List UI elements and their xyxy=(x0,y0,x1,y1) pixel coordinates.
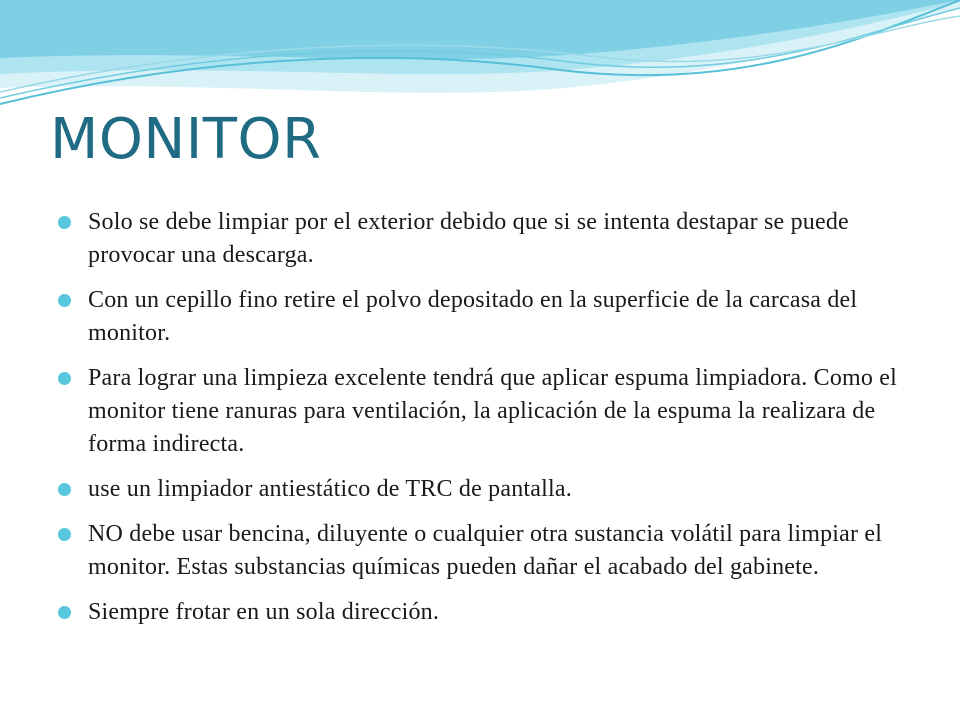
bullet-text-5: NO debe usar bencina, diluyente o cualquier otra sustancia volátil para limpiar el monitor. Estas substancias químicas pueden dañar el acabado del gabinete. xyxy=(88,521,883,580)
bullet-text-2: Con un cepillo fino retire el polvo depositado en la superficie de la carcasa del monitor. xyxy=(88,287,858,346)
bullet-dot-icon xyxy=(58,483,71,496)
bullet-item-2 xyxy=(58,284,908,350)
bullet-item-1 xyxy=(58,206,908,272)
bullet-text-6: Siempre frotar en un sola dirección. xyxy=(88,599,440,625)
bullet-text-3: Para lograr una limpieza excelente tendrá que aplicar espuma limpiadora. Como el monitor tiene ranuras para ventilación, la aplicación de la espuma la realizara de forma indirecta. xyxy=(88,365,898,457)
bullet-dot-icon xyxy=(58,372,71,385)
bullet-dot-icon xyxy=(58,606,71,619)
bullet-item-4 xyxy=(58,473,908,506)
bullet-text-4: use un limpiador antiestático de TRC de pantalla. xyxy=(88,476,572,502)
bullet-item-3 xyxy=(58,362,908,461)
bullet-item-6 xyxy=(58,596,908,629)
header-wave-decoration xyxy=(0,0,960,120)
bullet-text-1: Solo se debe limpiar por el exterior debido que si se intenta destapar se puede provocar una descarga. xyxy=(88,209,849,268)
bullet-dot-icon xyxy=(58,528,71,541)
bullet-item-5 xyxy=(58,518,908,584)
slide-title: MONITOR xyxy=(50,107,322,172)
bullet-list xyxy=(58,206,908,641)
bullet-dot-icon xyxy=(58,294,71,307)
bullet-dot-icon xyxy=(58,216,71,229)
